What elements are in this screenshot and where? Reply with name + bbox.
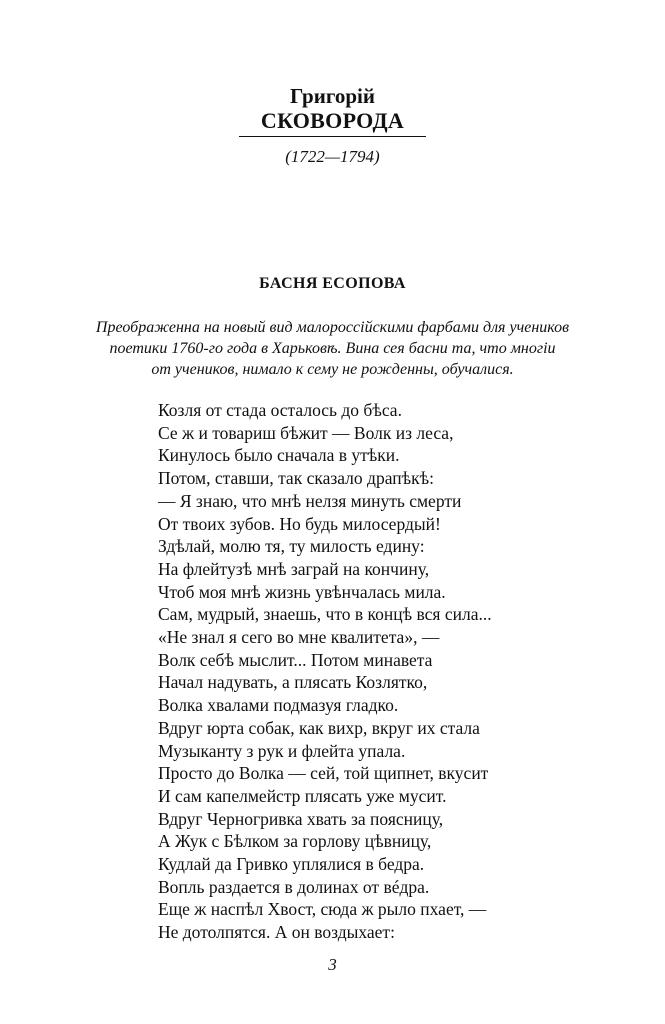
poem-line: Волк себѣ мыслит... Потом минавета [158,649,433,670]
poem-line: Здѣлай, молю тя, ту милость едину: [158,536,425,557]
poem-line: Музыканту з рук и флейта упала. [158,740,406,761]
poem-line: Вдруг Черногривка хвать за поясницу, [158,808,444,829]
poem-line: Кинулось было сначала в утѣки. [158,445,400,466]
poem-line: Еще ж наспѣл Хвост, сюда ж рыло пхает, — [158,899,487,920]
epigraph-line: Преображенна на новый вид малороссійскими фарбами для учеников [95,319,570,336]
poem-line: Козля от стада осталось до бѣса. [158,400,402,420]
poem-line: И сам капелмейстр плясать уже мусит. [158,785,447,806]
poem-line: А Жук с Бѣлком за горлову цѣвницу, [158,831,432,852]
fable-title: БАСНЯ ЕСОПОВА [259,275,406,292]
poem-line: «Не знал я сего во мне квалитета», — [158,627,440,648]
epigraph-line: поетики 1760-го года в Харьковѣ. Вина сея басни та, что многіи [109,340,556,357]
poem-line: Просто до Волка — сей, той щипнет, вкусит [158,763,489,784]
poem-line: Волка хвалами подмазуя гладко. [158,695,399,716]
author-years: (1722—1794) [285,147,380,166]
author-last-name: СКОВОРОДА [260,108,405,133]
author-first-name: Григорій [290,84,375,108]
poem-line: Кудлай да Гривко уплялися в бедра. [158,854,425,875]
poem-line: Начал надувать, а плясать Козлятко, [158,672,428,693]
poem-line: От твоих зубов. Но будь милосердый! [158,513,441,534]
poem-line: Не дотолпятся. А он воздыхает: [158,922,395,943]
poem-line: Вопль раздается в долинах от вéдра. [158,876,430,897]
poem-line: Чтоб моя мнѣ жизнь увѣнчалась мила. [158,581,446,602]
poem-body [158,399,618,944]
poem-line: Сам, мудрый, знаешь, что в концѣ вся сила... [158,604,492,625]
page-number: 3 [328,955,337,974]
poem-line: — Я знаю, что мнѣ нелзя минуть смерти [158,490,462,511]
poem-line: Потом, ставши, так сказало драпѣкѣ: [158,468,434,489]
poem-line: Вдруг юрта собак, как вихр, вкруг их стала [158,717,480,738]
poem-line: Се ж и товариш бѣжит — Волк из леса, [158,422,454,443]
epigraph [62,317,603,380]
poem-line: На флейтузѣ мнѣ заграй на кончину, [158,558,430,579]
title-underline-rule [239,136,426,137]
epigraph-line: от учеников, нимало к сему не рожденны, обучалися. [151,361,514,378]
